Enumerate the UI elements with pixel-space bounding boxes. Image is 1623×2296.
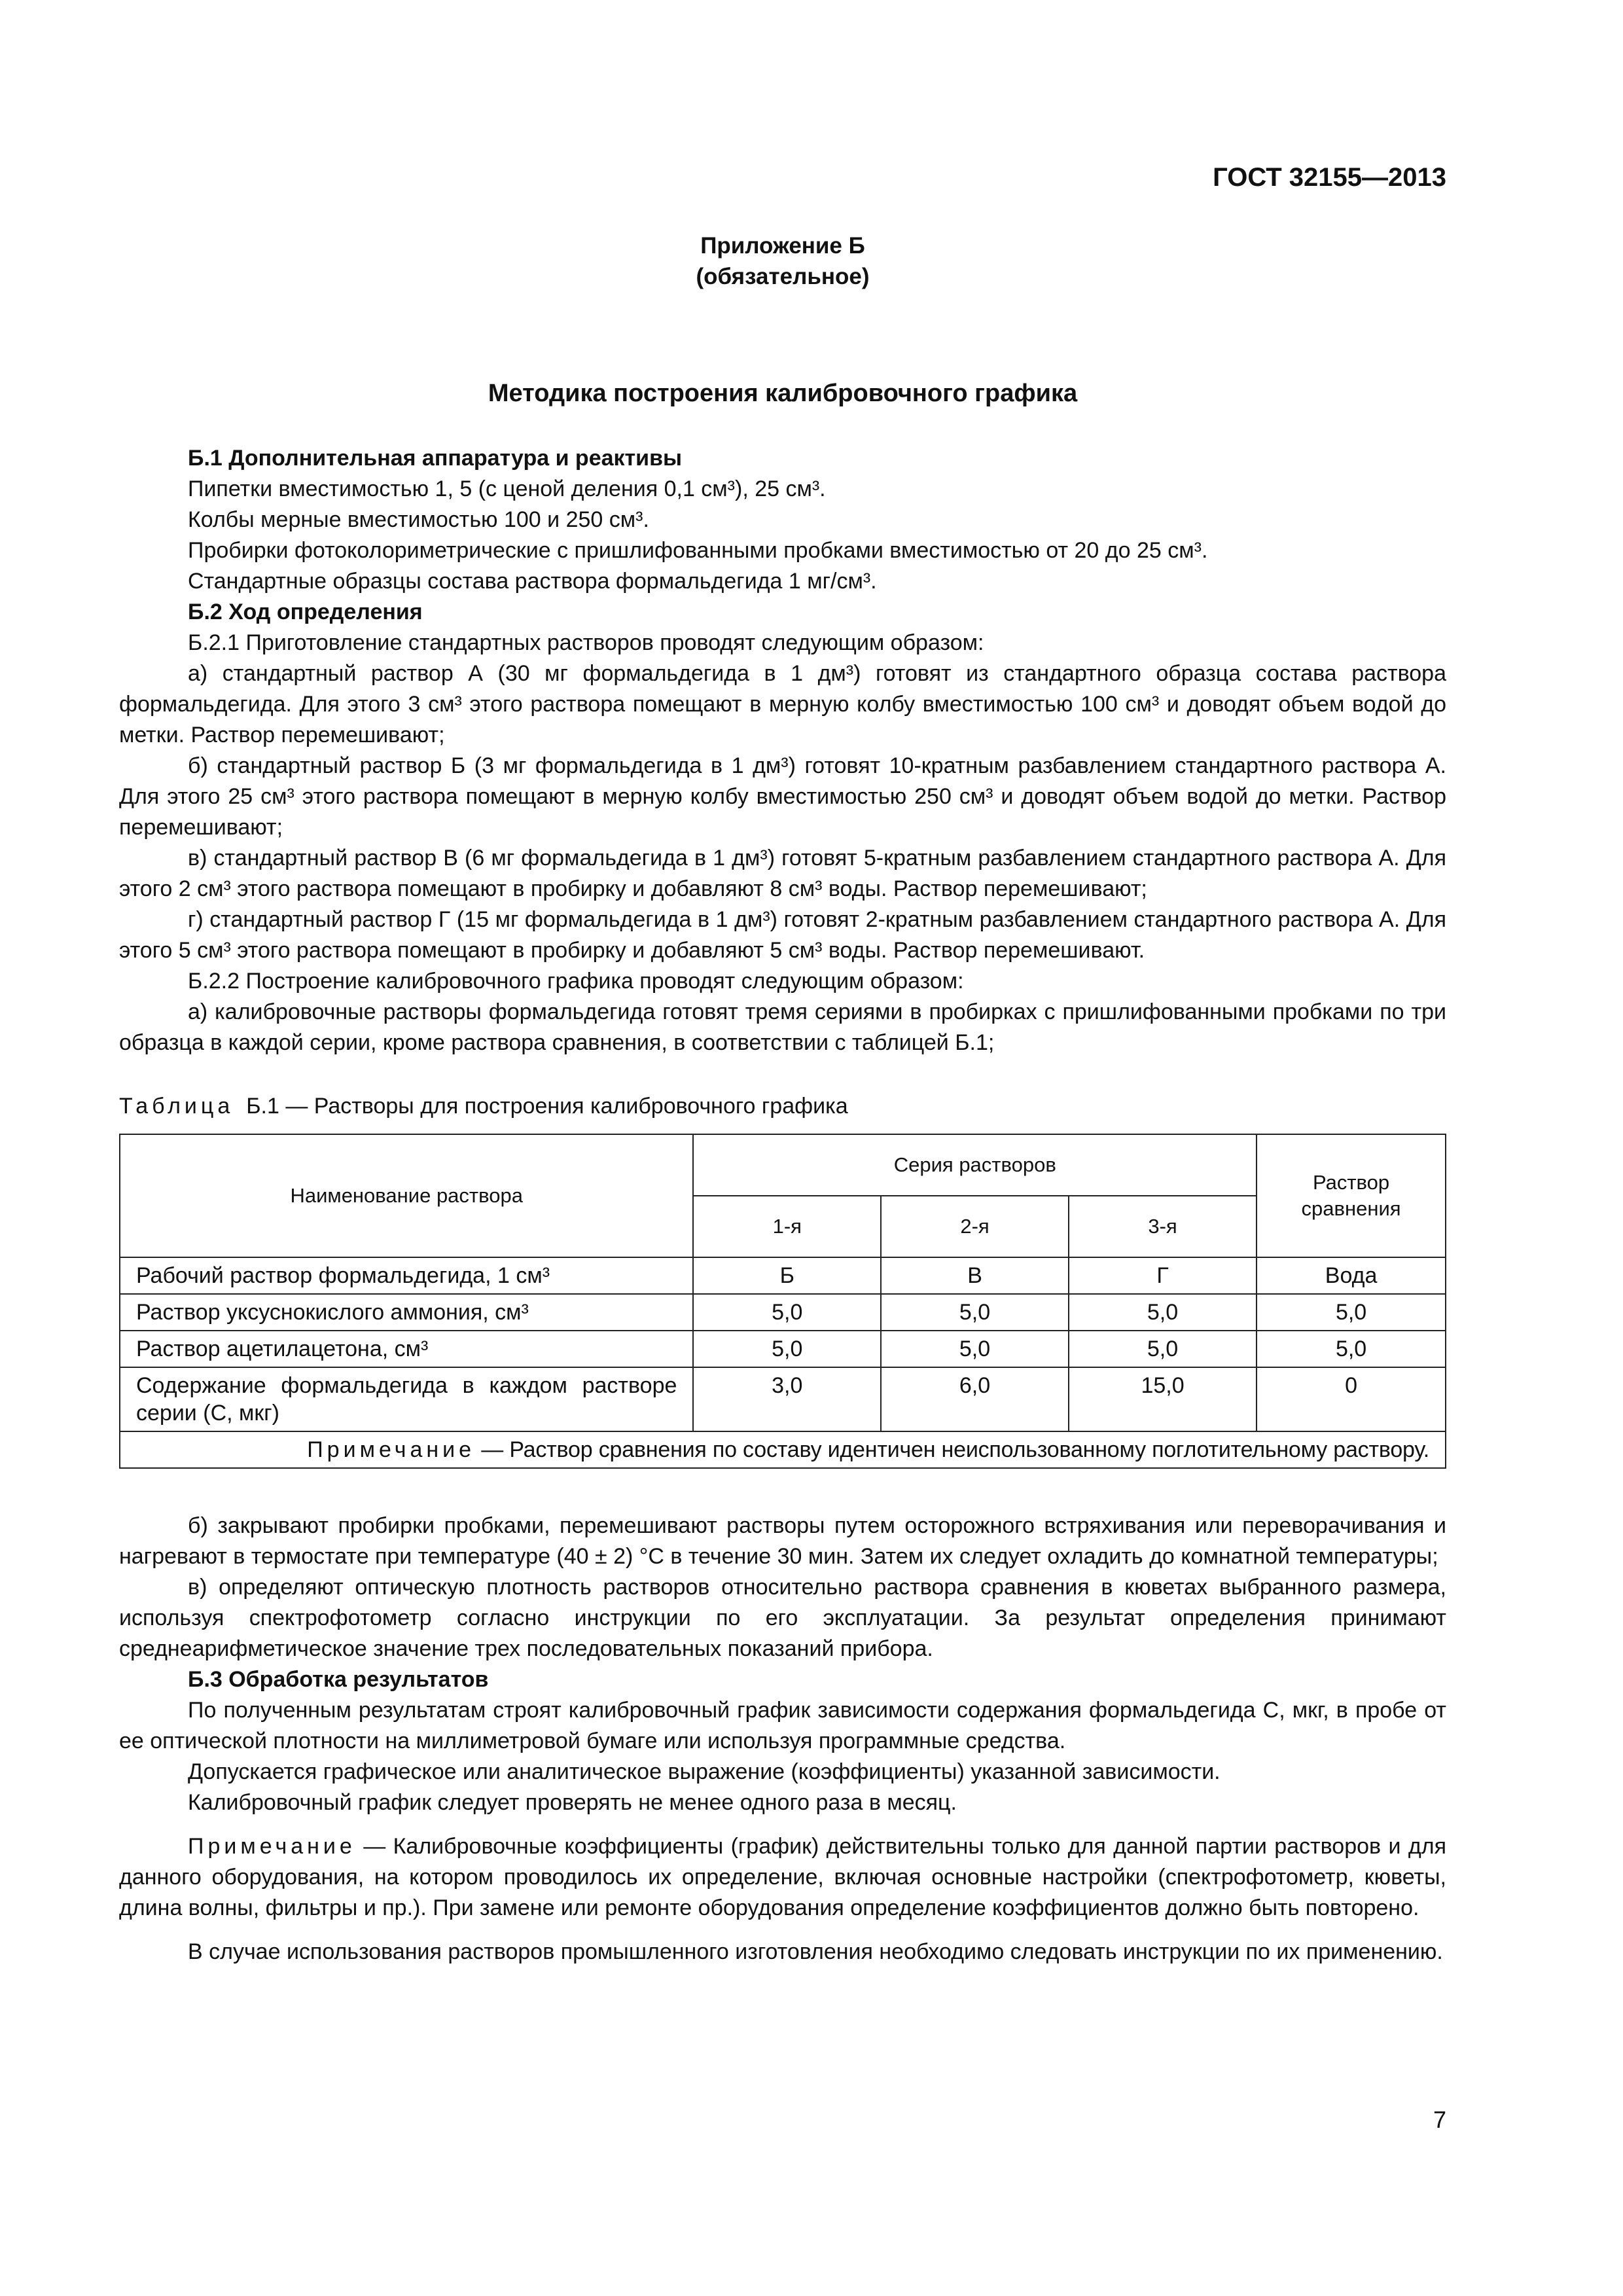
page-number: 7 [1433, 2106, 1446, 2133]
b21-item-g: г) стандартный раствор Г (15 мг формальдегида в 1 дм³) готовят 2-кратным разбавлением стандартного раствора А. Для этого 5 см³ этого раствора помещают в пробирку и добавляют 5 см³ воды. Раствор перемешивают. [119, 907, 1446, 963]
header-series-1: 1-я [693, 1196, 881, 1257]
header-reference: Раствор сравнения [1257, 1134, 1446, 1257]
document-body [119, 443, 1446, 1967]
table-row [120, 1257, 1446, 1294]
cell-series-3: 15,0 [1069, 1367, 1257, 1431]
b3-paragraph: Допускается графическое или аналитическое выражение (коэффициенты) указанной зависимости. [188, 1759, 1221, 1784]
row-name: Раствор уксуснокислого аммония, см³ [120, 1294, 693, 1331]
b22-item-v: в) определяют оптическую плотность растворов относительно раствора сравнения в кюветах выбранного размера, используя спектрофотометр согласно инструкции по его эксплуатации. За результат определения принимают среднеарифметическое значение трех последовательных показаний прибора. [119, 1575, 1446, 1661]
cell-series-2: 6,0 [881, 1367, 1069, 1431]
cell-series-3: Г [1069, 1257, 1257, 1294]
cell-series-1: Б [693, 1257, 881, 1294]
cell-series-1: 3,0 [693, 1367, 881, 1431]
table-header-row [120, 1134, 1446, 1196]
b21-intro: Б.2.1 Приготовление стандартных растворов проводят следующим образом: [188, 630, 984, 655]
row-name: Рабочий раствор формальдегида, 1 см³ [120, 1257, 693, 1294]
b1-item: Пробирки фотоколориметрические с пришлифованными пробками вместимостью от 20 до 25 см³. [188, 538, 1208, 563]
b3-final-paragraph: В случае использования растворов промышленного изготовления необходимо следовать инструкции по их применению. [188, 1939, 1443, 1964]
b1-item: Колбы мерные вместимостью 100 и 250 см³. [188, 507, 649, 532]
cell-reference: Вода [1257, 1257, 1446, 1294]
table-note-row [120, 1431, 1446, 1468]
table-note-text: — Раствор сравнения по составу идентичен неиспользованному поглотительному раствору. [475, 1437, 1429, 1462]
cell-reference: 0 [1257, 1367, 1446, 1431]
appendix-title: Приложение Б [700, 233, 865, 259]
cell-series-1: 5,0 [693, 1331, 881, 1367]
header-series-2: 2-я [881, 1196, 1069, 1257]
table-row [120, 1294, 1446, 1331]
header-series-3: 3-я [1069, 1196, 1257, 1257]
b21-item-b: б) стандартный раствор Б (3 мг формальдегида в 1 дм³) готовят 10-кратным разбавлением стандартного раствора А. Для этого 25 см³ этого раствора помещают в мерную колбу вместимостью 250 см³ и доводят объем водой до метки. Раствор перемешивают; [119, 753, 1446, 840]
b3-note-word: Примечание [188, 1834, 356, 1859]
section-b3-heading: Б.3 Обработка результатов [188, 1667, 489, 1692]
section-b2-heading: Б.2 Ход определения [188, 600, 423, 624]
table-row [120, 1331, 1446, 1367]
table-caption-text: Б.1 — Растворы для построения калибровочного графика [246, 1094, 848, 1119]
cell-reference: 5,0 [1257, 1331, 1446, 1367]
b21-item-v: в) стандартный раствор В (6 мг формальдегида в 1 дм³) готовят 5-кратным разбавлением стандартного раствора А. Для этого 2 см³ этого раствора помещают в пробирку и добавляют 8 см³ воды. Раствор перемешивают; [119, 846, 1446, 901]
cell-series-3: 5,0 [1069, 1331, 1257, 1367]
b3-note-text: — Калибровочные коэффициенты (график) действительны только для данной партии растворов и для данного оборудования, на котором проводилось их определение, включая основные настройки (спектрофотометр, кюветы, длина волны, фильтры и пр.). При замене или ремонте оборудования определение коэффициентов должно быть повторено. [119, 1834, 1446, 1920]
section-title: Методика построения калибровочного графика [488, 380, 1078, 407]
row-name: Раствор ацетилацетона, см³ [120, 1331, 693, 1367]
b22-intro: Б.2.2 Построение калибровочного графика проводят следующим образом: [188, 969, 964, 994]
table-caption-word: Таблица [119, 1094, 234, 1119]
cell-reference: 5,0 [1257, 1294, 1446, 1331]
cell-series-2: 5,0 [881, 1331, 1069, 1367]
b3-paragraph: Калибровочный график следует проверять не менее одного раза в месяц. [188, 1790, 957, 1815]
cell-series-2: 5,0 [881, 1294, 1069, 1331]
section-b1-heading: Б.1 Дополнительная аппаратура и реактивы [188, 446, 683, 471]
document-page [119, 0, 1446, 2296]
solutions-table [119, 1134, 1446, 1469]
b22-item-a: а) калибровочные растворы формальдегида готовят тремя сериями в пробирках с пришлифованными пробками по три образца в каждой серии, кроме раствора сравнения, в соответствии с таблицей Б.1; [119, 999, 1446, 1055]
b22-item-b: б) закрывают пробирки пробками, перемешивают растворы путем осторожного встряхивания или переворачивания и нагревают в термостате при температуре (40 ± 2) °С в течение 30 мин. Затем их следует охладить до комнатной температуры; [119, 1513, 1446, 1569]
b1-item: Стандартные образцы состава раствора формальдегида 1 мг/см³. [188, 569, 877, 594]
document-code: ГОСТ 32155—2013 [1213, 163, 1446, 192]
b21-item-a: а) стандартный раствор А (30 мг формальдегида в 1 дм³) готовят из стандартного образца состава раствора формальдегида. Для этого 3 см³ этого раствора помещают в мерную колбу вместимостью 100 см³ и доводят объем водой до метки. Раствор перемешивают; [119, 661, 1446, 747]
b3-paragraph: По полученным результатам строят калибровочный график зависимости содержания формальдегида С, мкг, в пробе от ее оптической плотности на миллиметровой бумаге или используя программные средства. [119, 1698, 1446, 1753]
header-series: Серия растворов [693, 1134, 1257, 1196]
b3-note [119, 1831, 1446, 1924]
row-name: Содержание формальдегида в каждом растворе серии (С, мкг) [120, 1367, 693, 1431]
table-row [120, 1367, 1446, 1431]
appendix-type: (обязательное) [696, 264, 870, 289]
cell-series-2: В [881, 1257, 1069, 1294]
table-caption [119, 1091, 1446, 1122]
table-note [120, 1431, 1446, 1468]
header-name: Наименование раствора [120, 1134, 693, 1257]
table-note-word: Примечание [307, 1437, 476, 1462]
b1-item: Пипетки вместимостью 1, 5 (с ценой деления 0,1 см³), 25 см³. [188, 476, 826, 501]
cell-series-1: 5,0 [693, 1294, 881, 1331]
cell-series-3: 5,0 [1069, 1294, 1257, 1331]
